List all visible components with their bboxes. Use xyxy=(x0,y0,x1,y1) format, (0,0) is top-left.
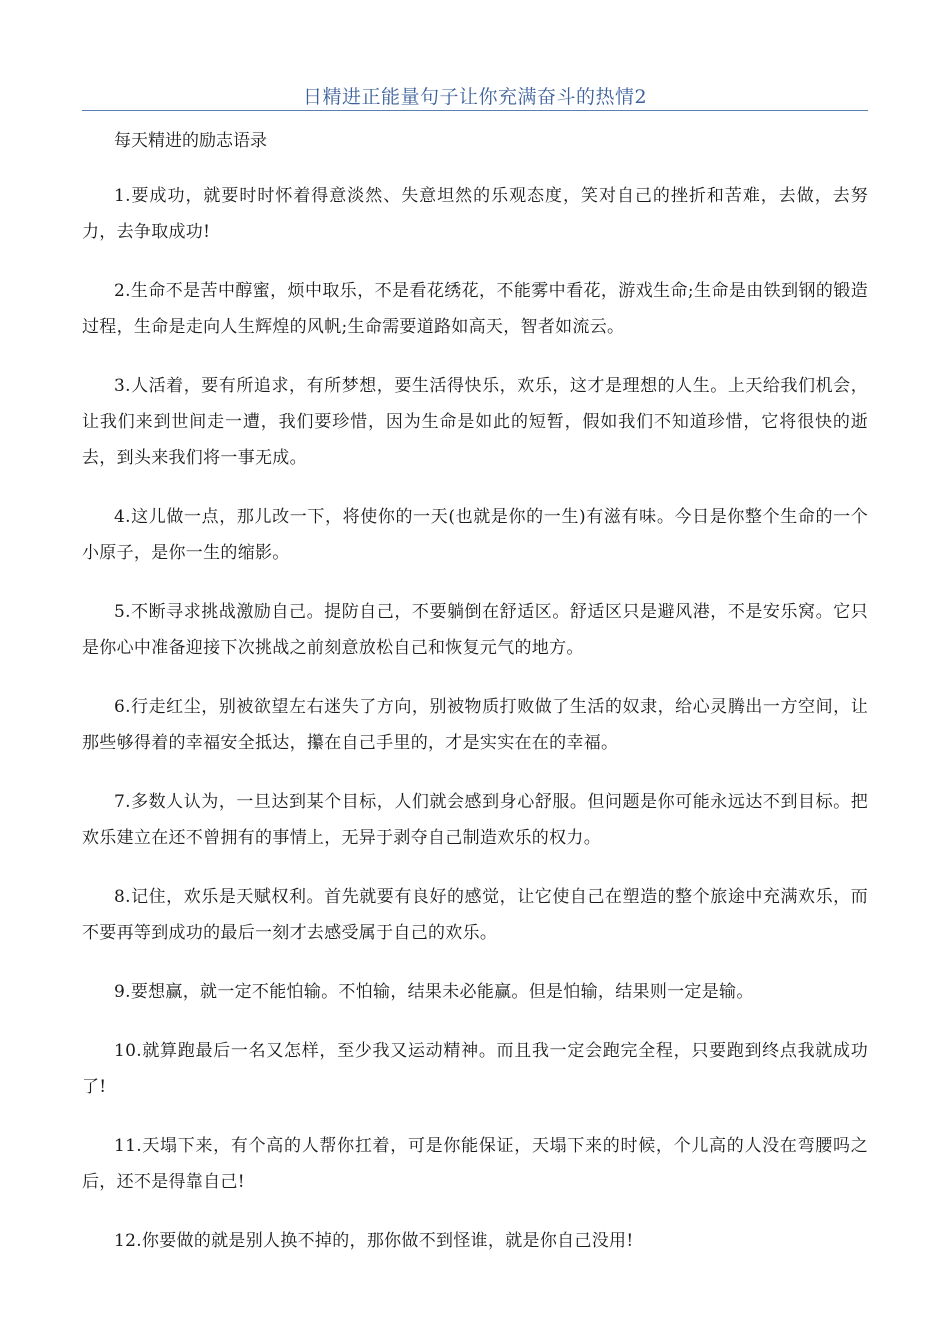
quote-paragraph-5: 5.不断寻求挑战激励自己。提防自己，不要躺倒在舒适区。舒适区只是避风港，不是安乐窝。它只是你心中准备迎接下次挑战之前刻意放松自己和恢复元气的地方。 xyxy=(82,602,868,658)
quote-paragraph-10: 10.就算跑最后一名又怎样，至少我又运动精神。而且我一定会跑完全程，只要跑到终点我就成功了! xyxy=(82,1041,868,1097)
quote-paragraph-6: 6.行走红尘，别被欲望左右迷失了方向，别被物质打败做了生活的奴隶，给心灵腾出一方空间，让那些够得着的幸福安全抵达，攥在自己手里的，才是实实在在的幸福。 xyxy=(82,697,868,753)
quote-paragraph-11: 11.天塌下来，有个高的人帮你扛着，可是你能保证，天塌下来的时候，个儿高的人没在弯腰吗之后，还不是得靠自己! xyxy=(82,1136,868,1192)
quote-paragraph-2: 2.生命不是苦中醇蜜，烦中取乐，不是看花绣花，不能雾中看花，游戏生命;生命是由铁到钢的锻造过程，生命是走向人生辉煌的风帆;生命需要道路如高天，智者如流云。 xyxy=(82,281,868,337)
quote-paragraph-7: 7.多数人认为，一旦达到某个目标，人们就会感到身心舒服。但问题是你可能永远达不到目标。把欢乐建立在还不曾拥有的事情上，无异于剥夺自己制造欢乐的权力。 xyxy=(82,792,868,848)
quote-paragraph-8: 8.记住，欢乐是天赋权利。首先就要有良好的感觉，让它使自己在塑造的整个旅途中充满欢乐，而不要再等到成功的最后一刻才去感受属于自己的欢乐。 xyxy=(82,887,868,943)
quote-paragraph-3: 3.人活着，要有所追求，有所梦想，要生活得快乐，欢乐，这才是理想的人生。上天给我们机会，让我们来到世间走一遭，我们要珍惜，因为生命是如此的短暂，假如我们不知道珍惜，它将很快的逝去，到头来我们将一事无成。 xyxy=(82,376,868,468)
section-subtitle: 每天精进的励志语录 xyxy=(114,131,267,151)
quote-paragraph-4: 4.这儿做一点，那儿改一下，将使你的一天(也就是你的一生)有滋有味。今日是你整个生命的一个小原子，是你一生的缩影。 xyxy=(82,507,868,563)
quote-paragraph-1: 1.要成功，就要时时怀着得意淡然、失意坦然的乐观态度，笑对自己的挫折和苦难，去做，去努力，去争取成功! xyxy=(82,186,868,242)
quote-paragraph-12: 12.你要做的就是别人换不掉的，那你做不到怪谁，就是你自己没用! xyxy=(114,1231,634,1251)
page-title: 日精进正能量句子让你充满奋斗的热情2 xyxy=(302,86,648,108)
page-header xyxy=(82,76,868,111)
document-body xyxy=(82,124,868,1282)
quote-paragraph-9: 9.要想赢，就一定不能怕输。不怕输，结果未必能赢。但是怕输，结果则一定是输。 xyxy=(114,982,754,1002)
